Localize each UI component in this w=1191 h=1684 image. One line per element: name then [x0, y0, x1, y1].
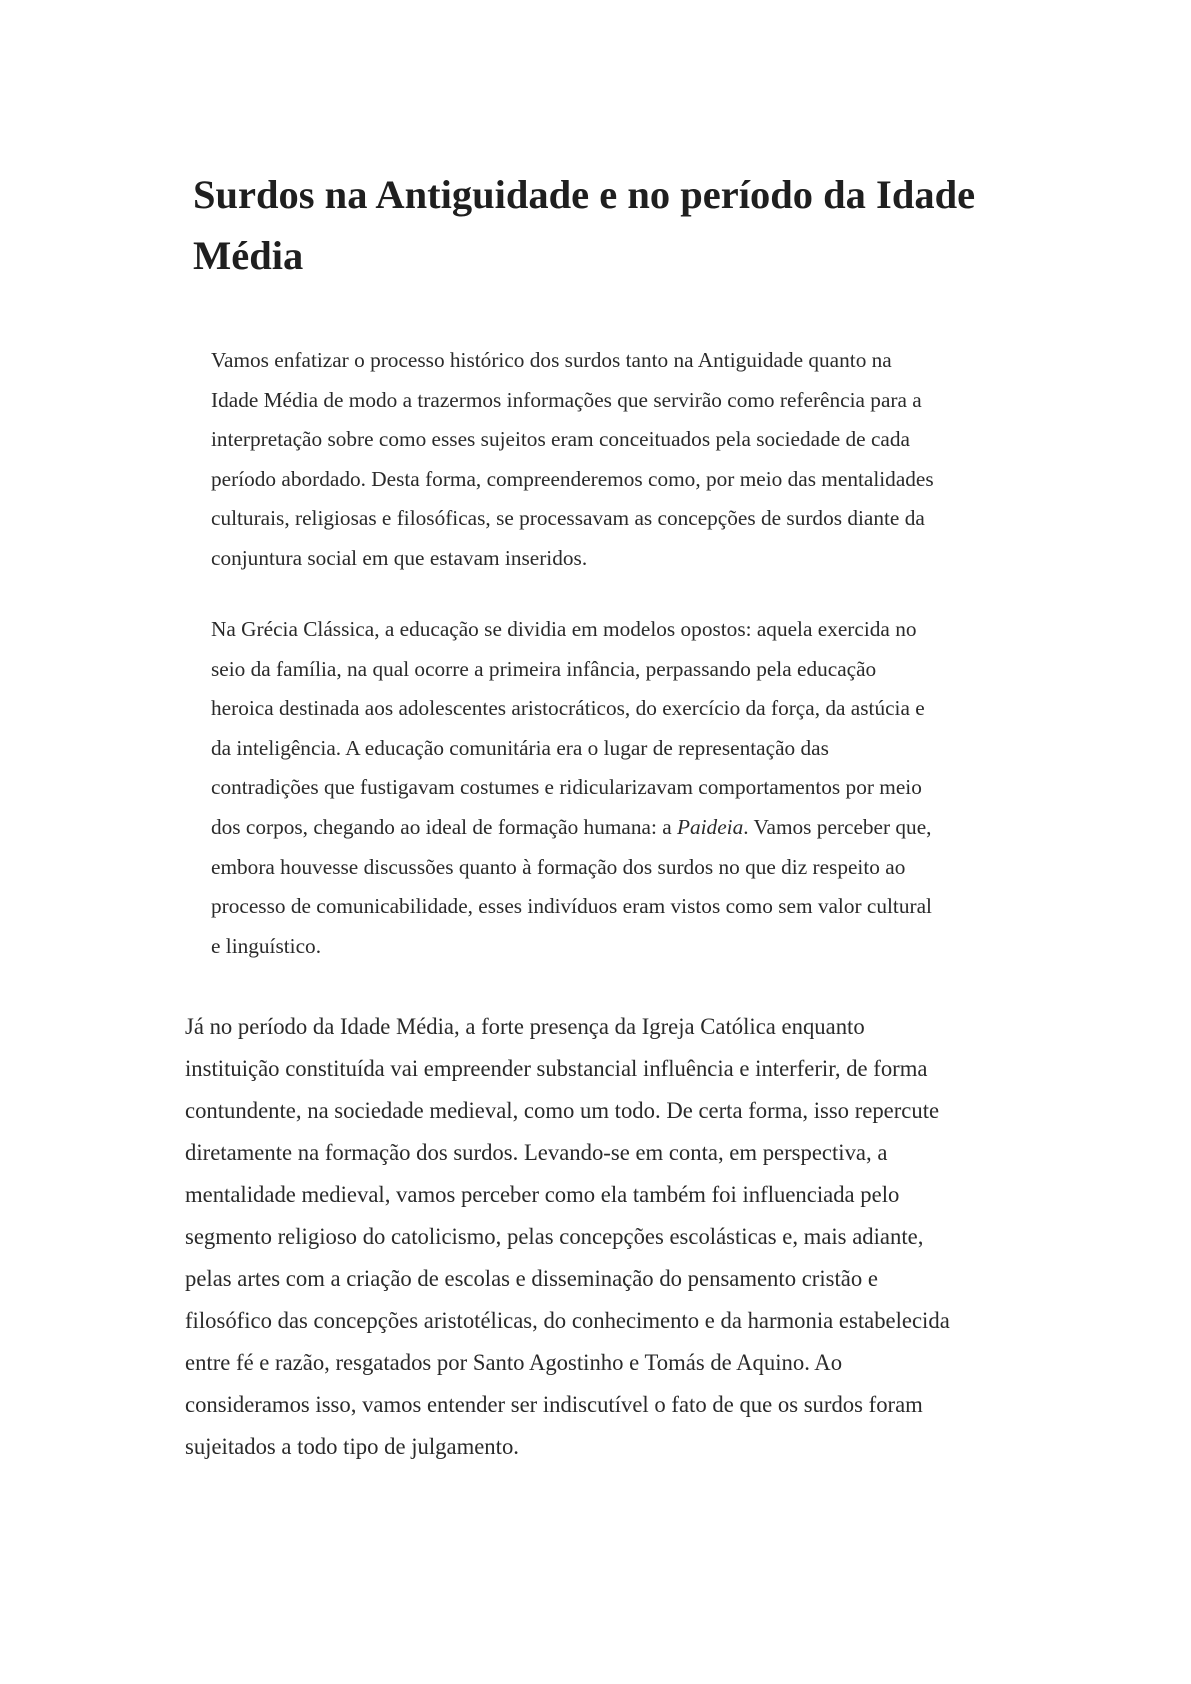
- paragraph-antiquity-intro: [211, 341, 1039, 579]
- paragraph-line-with-italic: [211, 808, 1039, 848]
- paragraph-line: seio da família, na qual ocorre a primeira infância, perpassando pela educação: [211, 656, 877, 681]
- line-text: dos corpos, chegando ao ideal de formação humana: a: [211, 814, 677, 839]
- paragraph-line: período abordado. Desta forma, compreenderemos como, por meio das mentalidades: [211, 466, 934, 491]
- paragraph-line: Na Grécia Clássica, a educação se dividia em modelos opostos: aquela exercida no: [211, 617, 917, 641]
- paragraph-line: processo de comunicabilidade, esses indivíduos eram vistos como sem valor cultural: [211, 894, 932, 919]
- paragraph-classical-greece: [211, 610, 1039, 966]
- paragraph-line: e linguístico.: [211, 933, 322, 958]
- paragraph-line: conjuntura social em que estavam inseridos.: [211, 545, 588, 570]
- paragraph-line: mentalidade medieval, vamos perceber como ela também foi influenciada pelo: [185, 1182, 900, 1207]
- paragraph-line: diretamente na formação dos surdos. Levando-se em conta, em perspectiva, a: [185, 1140, 888, 1165]
- paragraph-line: segmento religioso do catolicismo, pelas concepções escolásticas e, mais adiante,: [185, 1224, 924, 1249]
- paragraph-line: contundente, na sociedade medieval, como um todo. De certa forma, isso repercute: [185, 1098, 940, 1123]
- paragraph-line: consideramos isso, vamos entender ser indiscutível o fato de que os surdos foram: [185, 1392, 923, 1417]
- paragraph-line: da inteligência. A educação comunitária era o lugar de representação das: [211, 735, 829, 760]
- paragraph-line: heroica destinada aos adolescentes aristocráticos, do exercício da força, da astúcia e: [211, 696, 925, 721]
- paragraph-line: interpretação sobre como esses sujeitos eram conceituados pela sociedade de cada: [211, 427, 910, 452]
- paragraph-line: filosófico das concepções aristotélicas, do conhecimento e da harmonia estabelecida: [185, 1308, 950, 1333]
- italic-term-paideia: Paideia: [676, 814, 744, 839]
- paragraph-line: sujeitados a todo tipo de julgamento.: [185, 1434, 519, 1459]
- line-text: . Vamos perceber que,: [743, 814, 932, 839]
- paragraph-line: culturais, religiosas e filosóficas, se processavam as concepções de surdos diante da: [211, 506, 925, 531]
- paragraph-line: contradições que fustigavam costumes e ridicularizavam comportamentos por meio: [211, 775, 922, 800]
- paragraph-line: Já no período da Idade Média, a forte presença da Igreja Católica enquanto: [185, 1014, 865, 1039]
- title-line: Média: [193, 233, 304, 278]
- paragraph-line: Vamos enfatizar o processo histórico dos surdos tanto na Antiguidade quanto na: [211, 348, 892, 372]
- paragraph-line: Idade Média de modo a trazermos informações que servirão como referência para a: [211, 387, 922, 412]
- paragraph-line: embora houvesse discussões quanto à formação dos surdos no que diz respeito ao: [211, 854, 906, 879]
- page-title: [193, 164, 1013, 286]
- title-line: Surdos na Antiguidade e no período da Idade: [193, 172, 976, 217]
- paragraph-line: entre fé e razão, resgatados por Santo Agostinho e Tomás de Aquino. Ao: [185, 1350, 843, 1375]
- paragraph-line: instituição constituída vai empreender substancial influência e interferir, de forma: [185, 1056, 928, 1081]
- paragraph-line: pelas artes com a criação de escolas e disseminação do pensamento cristão e: [185, 1266, 878, 1291]
- paragraph-middle-ages: [185, 1006, 1049, 1468]
